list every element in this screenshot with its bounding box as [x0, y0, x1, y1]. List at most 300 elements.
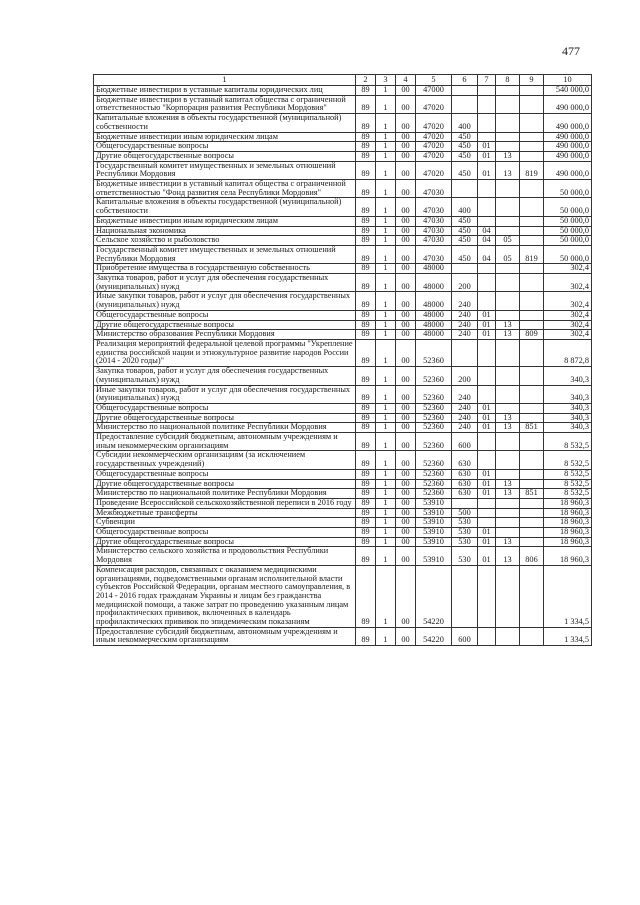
table-row — [94, 114, 592, 132]
code-cell: 53910 — [416, 498, 452, 508]
amount-cell: 490 000,0 — [544, 114, 592, 132]
code-cell: 89 — [356, 413, 376, 423]
table-row — [94, 216, 592, 226]
code-cell: 1 — [376, 423, 396, 433]
code-cell: 00 — [396, 310, 416, 320]
code-cell: 53910 — [416, 547, 452, 565]
code-cell: 630 — [452, 469, 478, 479]
table-row — [94, 245, 592, 263]
code-cell: 53910 — [416, 508, 452, 518]
row-name-cell: Национальная экономика — [94, 226, 356, 236]
code-cell — [496, 114, 520, 132]
code-cell: 00 — [396, 95, 416, 113]
code-cell: 00 — [396, 498, 416, 508]
code-cell: 89 — [356, 236, 376, 246]
code-cell — [520, 367, 544, 385]
row-name-cell: Предоставление субсидий бюджетным, автономным учреждениям и иным некоммерческим организациям — [94, 433, 356, 451]
code-cell — [496, 86, 520, 96]
code-cell — [478, 264, 496, 274]
row-name-cell: Субвенции — [94, 518, 356, 528]
code-cell: 47020 — [416, 142, 452, 152]
code-cell: 500 — [452, 508, 478, 518]
code-cell: 52360 — [416, 479, 452, 489]
code-cell: 600 — [452, 433, 478, 451]
header-cell: 7 — [478, 75, 496, 86]
amount-cell: 490 000,0 — [544, 132, 592, 142]
code-cell — [452, 565, 478, 627]
code-cell: 1 — [376, 161, 396, 179]
code-cell: 450 — [452, 161, 478, 179]
code-cell: 52360 — [416, 367, 452, 385]
budget-table — [93, 74, 592, 646]
code-cell: 89 — [356, 479, 376, 489]
code-cell — [520, 403, 544, 413]
code-cell: 1 — [376, 292, 396, 310]
code-cell: 52360 — [416, 489, 452, 499]
code-cell — [496, 132, 520, 142]
amount-cell: 1 334,5 — [544, 627, 592, 645]
amount-cell: 18 960,3 — [544, 498, 592, 508]
code-cell: 240 — [452, 423, 478, 433]
amount-cell: 18 960,3 — [544, 537, 592, 547]
table-row — [94, 292, 592, 310]
code-cell — [496, 433, 520, 451]
code-cell — [520, 292, 544, 310]
code-cell: 13 — [496, 537, 520, 547]
code-cell: 240 — [452, 310, 478, 320]
code-cell — [496, 274, 520, 292]
code-cell: 1 — [376, 537, 396, 547]
code-cell: 89 — [356, 547, 376, 565]
code-cell: 01 — [478, 330, 496, 340]
code-cell — [496, 528, 520, 538]
code-cell: 89 — [356, 114, 376, 132]
code-cell: 1 — [376, 132, 396, 142]
code-cell: 1 — [376, 330, 396, 340]
row-name-cell: Бюджетные инвестиции иным юридическим лицам — [94, 132, 356, 142]
table-row — [94, 142, 592, 152]
code-cell: 47030 — [416, 198, 452, 216]
code-cell: 52360 — [416, 433, 452, 451]
code-cell — [496, 310, 520, 320]
code-cell: 00 — [396, 264, 416, 274]
amount-cell: 8 532,5 — [544, 451, 592, 469]
table-row — [94, 403, 592, 413]
code-cell: 1 — [376, 236, 396, 246]
table-row — [94, 469, 592, 479]
code-cell: 13 — [496, 479, 520, 489]
code-cell — [520, 528, 544, 538]
code-cell: 89 — [356, 367, 376, 385]
amount-cell: 340,3 — [544, 403, 592, 413]
code-cell: 89 — [356, 537, 376, 547]
code-cell — [520, 339, 544, 366]
code-cell: 00 — [396, 385, 416, 403]
amount-cell: 50 000,0 — [544, 245, 592, 263]
code-cell: 00 — [396, 151, 416, 161]
table-row — [94, 86, 592, 96]
code-cell: 240 — [452, 385, 478, 403]
code-cell: 89 — [356, 565, 376, 627]
code-cell: 01 — [478, 320, 496, 330]
code-cell: 00 — [396, 489, 416, 499]
code-cell: 450 — [452, 216, 478, 226]
code-cell — [496, 198, 520, 216]
code-cell: 1 — [376, 403, 396, 413]
code-cell — [520, 142, 544, 152]
code-cell: 89 — [356, 310, 376, 320]
code-cell — [478, 132, 496, 142]
code-cell: 89 — [356, 330, 376, 340]
code-cell: 00 — [396, 274, 416, 292]
code-cell — [520, 132, 544, 142]
code-cell: 851 — [520, 489, 544, 499]
code-cell: 00 — [396, 292, 416, 310]
amount-cell: 50 000,0 — [544, 180, 592, 198]
amount-cell: 490 000,0 — [544, 151, 592, 161]
code-cell — [520, 413, 544, 423]
header-cell: 3 — [376, 75, 396, 86]
code-cell: 00 — [396, 320, 416, 330]
code-cell: 00 — [396, 469, 416, 479]
table-row — [94, 547, 592, 565]
code-cell: 89 — [356, 180, 376, 198]
code-cell — [496, 498, 520, 508]
code-cell: 52360 — [416, 413, 452, 423]
row-name-cell: Закупка товаров, работ и услуг для обеспечения государственных (муниципальных) нужд — [94, 367, 356, 385]
code-cell: 450 — [452, 226, 478, 236]
code-cell — [520, 264, 544, 274]
code-cell — [496, 469, 520, 479]
code-cell: 00 — [396, 142, 416, 152]
amount-cell: 302,4 — [544, 264, 592, 274]
row-name-cell: Министерство по национальной политике Республики Мордовия — [94, 489, 356, 499]
code-cell — [478, 433, 496, 451]
code-cell: 1 — [376, 565, 396, 627]
code-cell — [496, 264, 520, 274]
code-cell: 47030 — [416, 236, 452, 246]
code-cell — [478, 86, 496, 96]
code-cell: 01 — [478, 310, 496, 320]
code-cell — [452, 180, 478, 198]
code-cell — [520, 310, 544, 320]
amount-cell: 18 960,3 — [544, 518, 592, 528]
code-cell: 47030 — [416, 216, 452, 226]
row-name-cell: Министерство образования Республики Мордовия — [94, 330, 356, 340]
code-cell: 530 — [452, 528, 478, 538]
table-row — [94, 528, 592, 538]
code-cell: 47020 — [416, 132, 452, 142]
amount-cell: 490 000,0 — [544, 95, 592, 113]
code-cell: 54220 — [416, 565, 452, 627]
code-cell: 240 — [452, 292, 478, 310]
code-cell — [496, 565, 520, 627]
header-cell: 5 — [416, 75, 452, 86]
row-name-cell: Сельское хозяйство и рыболовство — [94, 236, 356, 246]
code-cell: 48000 — [416, 274, 452, 292]
code-cell: 01 — [478, 479, 496, 489]
code-cell: 53910 — [416, 537, 452, 547]
amount-cell: 50 000,0 — [544, 216, 592, 226]
code-cell — [496, 180, 520, 198]
code-cell: 1 — [376, 451, 396, 469]
code-cell — [478, 216, 496, 226]
code-cell — [496, 216, 520, 226]
code-cell: 450 — [452, 132, 478, 142]
code-cell: 89 — [356, 198, 376, 216]
row-name-cell: Общегосударственные вопросы — [94, 403, 356, 413]
row-name-cell: Приобретение имущества в государственную собственность — [94, 264, 356, 274]
code-cell: 47000 — [416, 86, 452, 96]
code-cell: 13 — [496, 423, 520, 433]
code-cell: 200 — [452, 274, 478, 292]
code-cell — [478, 627, 496, 645]
amount-cell: 302,4 — [544, 310, 592, 320]
code-cell: 00 — [396, 451, 416, 469]
code-cell: 47030 — [416, 245, 452, 263]
amount-cell: 490 000,0 — [544, 161, 592, 179]
code-cell: 00 — [396, 132, 416, 142]
row-name-cell: Реализация мероприятий федеральной целевой программы "Укрепление единства российской нации и этнокультурное развитие народов России (2014 - 2020 годы)" — [94, 339, 356, 366]
row-name-cell: Министерство по национальной политике Республики Мордовия — [94, 423, 356, 433]
amount-cell: 8 532,5 — [544, 479, 592, 489]
row-name-cell: Общегосударственные вопросы — [94, 142, 356, 152]
code-cell: 1 — [376, 142, 396, 152]
amount-cell: 302,4 — [544, 274, 592, 292]
code-cell: 89 — [356, 627, 376, 645]
code-cell: 89 — [356, 403, 376, 413]
table-row — [94, 198, 592, 216]
code-cell: 00 — [396, 423, 416, 433]
code-cell: 89 — [356, 132, 376, 142]
table-row — [94, 226, 592, 236]
code-cell — [520, 274, 544, 292]
code-cell — [520, 479, 544, 489]
table-row — [94, 565, 592, 627]
code-cell: 00 — [396, 433, 416, 451]
code-cell — [478, 292, 496, 310]
header-cell: 1 — [94, 75, 356, 86]
table-row — [94, 489, 592, 499]
code-cell: 47030 — [416, 226, 452, 236]
code-cell: 89 — [356, 161, 376, 179]
table-row — [94, 95, 592, 113]
code-cell: 1 — [376, 310, 396, 320]
code-cell — [496, 627, 520, 645]
code-cell: 13 — [496, 161, 520, 179]
code-cell: 240 — [452, 413, 478, 423]
code-cell: 04 — [478, 236, 496, 246]
code-cell: 00 — [396, 547, 416, 565]
table-row — [94, 479, 592, 489]
amount-cell: 18 960,3 — [544, 528, 592, 538]
code-cell: 530 — [452, 547, 478, 565]
code-cell: 01 — [478, 403, 496, 413]
code-cell: 1 — [376, 151, 396, 161]
code-cell — [452, 264, 478, 274]
table-row — [94, 451, 592, 469]
code-cell: 05 — [496, 245, 520, 263]
code-cell: 1 — [376, 433, 396, 451]
code-cell — [520, 226, 544, 236]
code-cell: 00 — [396, 508, 416, 518]
code-cell — [520, 433, 544, 451]
code-cell: 89 — [356, 385, 376, 403]
code-cell: 13 — [496, 330, 520, 340]
row-name-cell: Предоставление субсидий бюджетным, автономным учреждениям и иным некоммерческим организациям — [94, 627, 356, 645]
code-cell — [496, 518, 520, 528]
row-name-cell: Компенсация расходов, связанных с оказанием медицинскими организациями, подведомственными органам исполнительной власти субъектов Российской Федерации, органам местного самоуправления, в 2014 - 2016 годах гражданам Украины и лицам без гражданства медицинской помощи, а также затрат по проведению указанным лицам профилактических прививок, включенных в календарь профилактических прививок по эпидемическим показаниям — [94, 565, 356, 627]
code-cell: 48000 — [416, 330, 452, 340]
row-name-cell: Капитальные вложения в объекты государственной (муниципальной) собственности — [94, 198, 356, 216]
code-cell: 00 — [396, 198, 416, 216]
code-cell: 00 — [396, 216, 416, 226]
code-cell: 1 — [376, 385, 396, 403]
code-cell — [478, 518, 496, 528]
code-cell — [520, 498, 544, 508]
code-cell: 47030 — [416, 180, 452, 198]
table-row — [94, 161, 592, 179]
code-cell: 819 — [520, 161, 544, 179]
code-cell — [478, 180, 496, 198]
code-cell — [520, 451, 544, 469]
header-cell: 6 — [452, 75, 478, 86]
table-row — [94, 151, 592, 161]
table-header-row — [94, 75, 592, 86]
row-name-cell: Общегосударственные вопросы — [94, 310, 356, 320]
code-cell — [496, 292, 520, 310]
code-cell: 13 — [496, 320, 520, 330]
code-cell: 400 — [452, 198, 478, 216]
code-cell — [478, 114, 496, 132]
code-cell: 01 — [478, 161, 496, 179]
code-cell — [478, 451, 496, 469]
code-cell: 1 — [376, 274, 396, 292]
table-row — [94, 413, 592, 423]
header-cell: 10 — [544, 75, 592, 86]
code-cell: 00 — [396, 565, 416, 627]
table-row — [94, 433, 592, 451]
code-cell: 01 — [478, 547, 496, 565]
code-cell: 00 — [396, 413, 416, 423]
amount-cell: 8 532,5 — [544, 489, 592, 499]
code-cell — [496, 226, 520, 236]
table-row — [94, 518, 592, 528]
code-cell: 48000 — [416, 320, 452, 330]
row-name-cell: Бюджетные инвестиции в уставный капитал общества с ограниченной ответственностью "Фонд развития села Республики Мордовия" — [94, 180, 356, 198]
code-cell — [478, 385, 496, 403]
code-cell: 54220 — [416, 627, 452, 645]
amount-cell: 340,3 — [544, 385, 592, 403]
code-cell — [520, 385, 544, 403]
code-cell — [520, 95, 544, 113]
header-cell: 9 — [520, 75, 544, 86]
header-cell: 4 — [396, 75, 416, 86]
header-cell: 2 — [356, 75, 376, 86]
code-cell — [452, 498, 478, 508]
code-cell: 00 — [396, 330, 416, 340]
amount-cell: 8 872,8 — [544, 339, 592, 366]
code-cell — [478, 95, 496, 113]
amount-cell: 302,4 — [544, 292, 592, 310]
code-cell: 1 — [376, 114, 396, 132]
row-name-cell: Министерство сельского хозяйства и продовольствия Республики Мордовия — [94, 547, 356, 565]
row-name-cell: Государственный комитет имущественных и земельных отношений Республики Мордовия — [94, 245, 356, 263]
code-cell: 1 — [376, 547, 396, 565]
row-name-cell: Другие общегосударственные вопросы — [94, 151, 356, 161]
table-row — [94, 508, 592, 518]
code-cell: 89 — [356, 216, 376, 226]
table-row — [94, 385, 592, 403]
table-row — [94, 236, 592, 246]
code-cell: 240 — [452, 320, 478, 330]
row-name-cell: Субсидии некоммерческим организациям (за исключением государственных учреждений) — [94, 451, 356, 469]
code-cell: 530 — [452, 518, 478, 528]
amount-cell: 50 000,0 — [544, 226, 592, 236]
code-cell: 00 — [396, 479, 416, 489]
table-row — [94, 537, 592, 547]
code-cell: 48000 — [416, 292, 452, 310]
code-cell — [520, 518, 544, 528]
code-cell — [520, 627, 544, 645]
code-cell: 00 — [396, 403, 416, 413]
code-cell: 47020 — [416, 114, 452, 132]
code-cell: 01 — [478, 537, 496, 547]
row-name-cell: Другие общегосударственные вопросы — [94, 479, 356, 489]
code-cell: 47020 — [416, 151, 452, 161]
table-row — [94, 423, 592, 433]
code-cell: 00 — [396, 518, 416, 528]
code-cell: 89 — [356, 451, 376, 469]
code-cell — [496, 385, 520, 403]
amount-cell: 302,4 — [544, 320, 592, 330]
code-cell — [478, 274, 496, 292]
code-cell — [452, 86, 478, 96]
table-row — [94, 498, 592, 508]
code-cell: 89 — [356, 498, 376, 508]
code-cell — [520, 151, 544, 161]
code-cell: 52360 — [416, 403, 452, 413]
code-cell: 89 — [356, 142, 376, 152]
code-cell: 89 — [356, 528, 376, 538]
code-cell: 48000 — [416, 264, 452, 274]
row-name-cell: Проведение Всероссийской сельскохозяйственной переписи в 2016 году — [94, 498, 356, 508]
code-cell: 1 — [376, 469, 396, 479]
row-name-cell: Общегосударственные вопросы — [94, 528, 356, 538]
code-cell: 52360 — [416, 469, 452, 479]
code-cell — [452, 339, 478, 366]
code-cell — [496, 508, 520, 518]
code-cell: 1 — [376, 264, 396, 274]
code-cell: 89 — [356, 226, 376, 236]
amount-cell: 340,3 — [544, 423, 592, 433]
code-cell — [478, 498, 496, 508]
code-cell — [478, 367, 496, 385]
amount-cell: 490 000,0 — [544, 142, 592, 152]
row-name-cell: Межбюджетные трансферты — [94, 508, 356, 518]
code-cell: 89 — [356, 274, 376, 292]
code-cell: 809 — [520, 330, 544, 340]
code-cell: 00 — [396, 161, 416, 179]
code-cell: 00 — [396, 245, 416, 263]
code-cell: 806 — [520, 547, 544, 565]
code-cell: 53910 — [416, 528, 452, 538]
code-cell: 00 — [396, 367, 416, 385]
code-cell — [478, 565, 496, 627]
code-cell: 00 — [396, 627, 416, 645]
header-cell: 8 — [496, 75, 520, 86]
code-cell: 400 — [452, 114, 478, 132]
